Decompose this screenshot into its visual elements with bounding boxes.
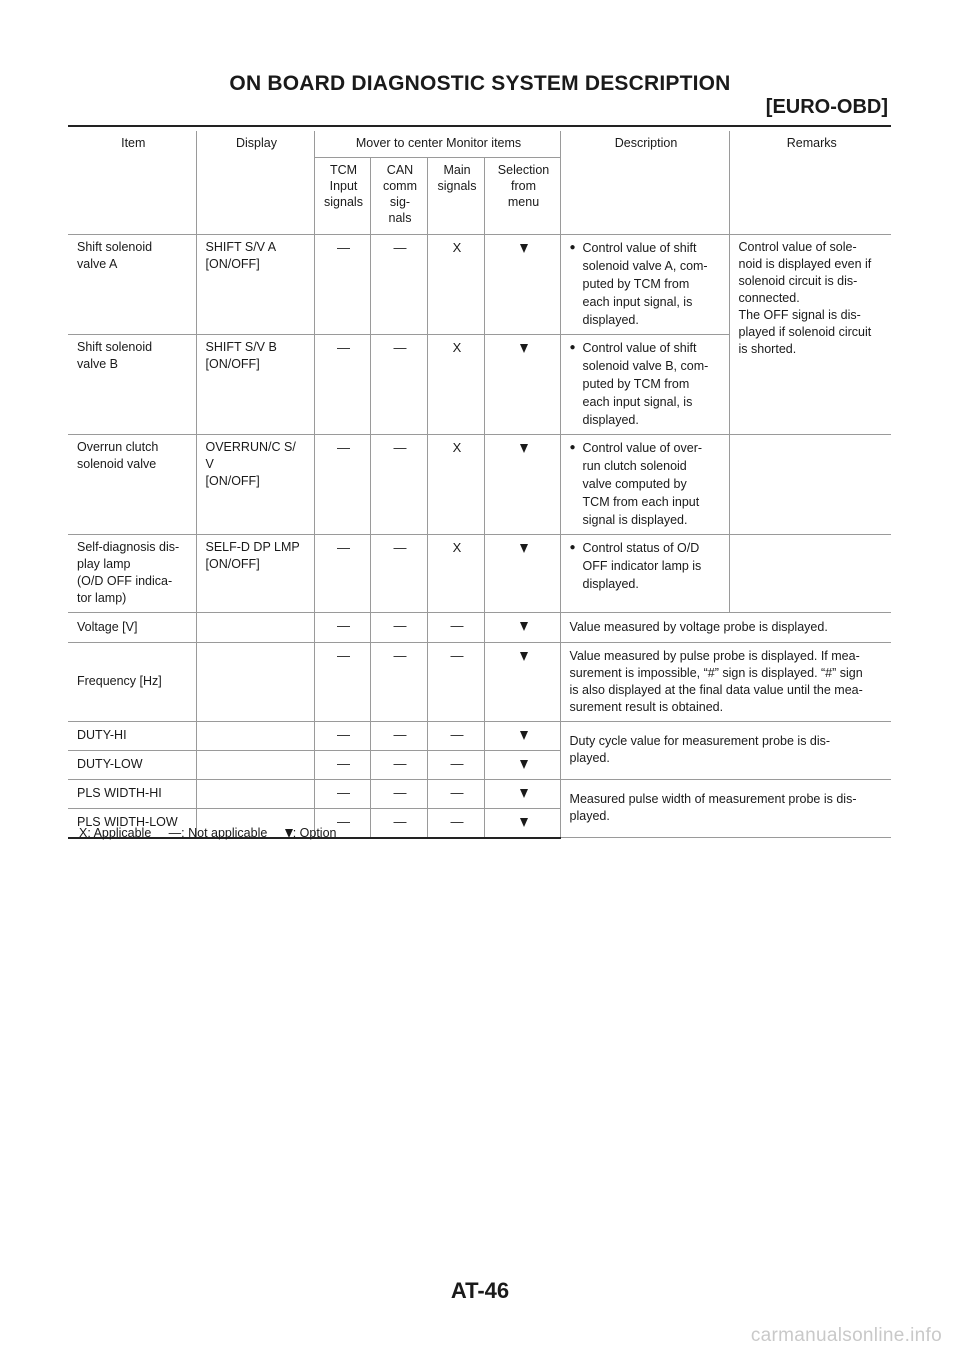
description-cell: Measured pulse width of measurement probe is dis- played. <box>560 780 891 838</box>
remarks-cell <box>729 535 891 613</box>
tcm-cell: — <box>314 780 370 809</box>
selection-cell <box>484 235 560 335</box>
main-cell: — <box>427 643 484 722</box>
selection-cell <box>484 722 560 751</box>
main-cell: X <box>427 335 484 435</box>
description-cell: ● Control value of over- run clutch solenoid valve computed by TCM from each input signal is displayed. <box>560 435 729 535</box>
option-triangle-icon <box>520 789 528 798</box>
can-cell: — <box>370 235 427 335</box>
item-cell: Shift solenoid valve B <box>68 335 196 435</box>
display-cell <box>196 751 314 780</box>
item-cell: Self-diagnosis dis- play lamp (O/D OFF indica- tor lamp) <box>68 535 196 613</box>
main-cell: X <box>427 435 484 535</box>
table-row <box>68 535 891 613</box>
description-cell: Duty cycle value for measurement probe is dis- played. <box>560 722 891 780</box>
tcm-cell: — <box>314 335 370 435</box>
item-cell: Frequency [Hz] <box>68 643 196 722</box>
bullet-icon: ● <box>569 442 576 453</box>
remarks-cell <box>729 435 891 535</box>
selection-cell <box>484 809 560 838</box>
main-cell: — <box>427 751 484 780</box>
display-cell <box>196 722 314 751</box>
selection-cell <box>484 613 560 643</box>
col-header-item: Item <box>68 131 196 235</box>
table-legend <box>79 826 336 840</box>
display-cell: SHIFT S/V B [ON/OFF] <box>196 335 314 435</box>
monitor-items-table <box>68 131 891 839</box>
description-cell: Value measured by voltage probe is displayed. <box>560 613 891 643</box>
option-triangle-icon <box>520 344 528 353</box>
can-cell: — <box>370 613 427 643</box>
tcm-cell: — <box>314 643 370 722</box>
tcm-cell: — <box>314 535 370 613</box>
option-triangle-icon <box>520 760 528 769</box>
page-title: ON BOARD DIAGNOSTIC SYSTEM DESCRIPTION <box>229 72 731 95</box>
table-row <box>68 435 891 535</box>
option-triangle-icon <box>520 544 528 553</box>
tcm-cell: — <box>314 751 370 780</box>
option-triangle-icon <box>520 444 528 453</box>
item-cell: PLS WIDTH-HI <box>68 780 196 809</box>
can-cell: — <box>370 809 427 838</box>
option-triangle-icon <box>520 652 528 661</box>
tcm-cell: — <box>314 235 370 335</box>
main-cell: X <box>427 235 484 335</box>
option-triangle-icon <box>520 622 528 631</box>
tcm-cell: — <box>314 809 370 838</box>
col-header-remarks: Remarks <box>729 131 891 235</box>
page-number: AT-46 <box>450 1278 510 1303</box>
col-header-can: CAN comm sig- nals <box>370 158 427 235</box>
main-cell: — <box>427 780 484 809</box>
bullet-icon: ● <box>569 542 576 553</box>
display-cell <box>196 780 314 809</box>
can-cell: — <box>370 335 427 435</box>
tcm-cell: — <box>314 722 370 751</box>
selection-cell <box>484 435 560 535</box>
header-rule <box>68 125 891 127</box>
can-cell: — <box>370 722 427 751</box>
col-header-group: Mover to center Monitor items <box>314 131 560 158</box>
selection-cell <box>484 780 560 809</box>
item-cell: DUTY-HI <box>68 722 196 751</box>
description-cell: ● Control status of O/D OFF indicator lamp is displayed. <box>560 535 729 613</box>
item-cell: PLS WIDTH-LOW <box>68 809 196 838</box>
selection-cell <box>484 535 560 613</box>
selection-cell <box>484 335 560 435</box>
watermark: carmanualsonline.info <box>750 1325 942 1346</box>
main-cell: X <box>427 535 484 613</box>
table-row <box>68 780 891 809</box>
bullet-icon: ● <box>569 242 576 253</box>
item-cell: Voltage [V] <box>68 613 196 643</box>
display-cell: SELF-D DP LMP [ON/OFF] <box>196 535 314 613</box>
selection-cell <box>484 751 560 780</box>
main-cell: — <box>427 809 484 838</box>
display-cell: SHIFT S/V A [ON/OFF] <box>196 235 314 335</box>
table-row <box>68 722 891 751</box>
table-row <box>68 643 891 722</box>
main-cell: — <box>427 613 484 643</box>
item-cell: DUTY-LOW <box>68 751 196 780</box>
col-header-selection: Selection from menu <box>484 158 560 235</box>
option-triangle-icon <box>520 244 528 253</box>
table-row <box>68 613 891 643</box>
can-cell: — <box>370 535 427 613</box>
main-cell: — <box>427 722 484 751</box>
option-triangle-icon <box>285 829 293 838</box>
option-triangle-icon <box>520 731 528 740</box>
option-triangle-icon <box>520 818 528 827</box>
col-header-display: Display <box>196 131 314 235</box>
display-cell: OVERRUN/C S/ V [ON/OFF] <box>196 435 314 535</box>
item-cell: Overrun clutch solenoid valve <box>68 435 196 535</box>
display-cell <box>196 643 314 722</box>
description-cell: Value measured by pulse probe is displayed. If mea- surement is impossible, “#” sign is displayed. “#” sign is also displayed at the final data value until the mea- surement result is obtained. <box>560 643 891 722</box>
description-cell: ● Control value of shift solenoid valve A, com- puted by TCM from each input signal, is displayed. <box>560 235 729 335</box>
tcm-cell: — <box>314 435 370 535</box>
can-cell: — <box>370 780 427 809</box>
selection-cell <box>484 643 560 722</box>
display-cell <box>196 613 314 643</box>
remarks-cell: Control value of sole- noid is displayed even if solenoid circuit is dis- connected. The OFF signal is dis- played if solenoid circuit is shorted. <box>729 235 891 435</box>
col-header-main: Main signals <box>427 158 484 235</box>
can-cell: — <box>370 643 427 722</box>
section-label: [EURO-OBD] <box>765 96 888 118</box>
can-cell: — <box>370 751 427 780</box>
can-cell: — <box>370 435 427 535</box>
tcm-cell: — <box>314 613 370 643</box>
table-row <box>68 235 891 335</box>
col-header-description: Description <box>560 131 729 235</box>
col-header-tcm: TCM Input signals <box>314 158 370 235</box>
legend-option: : Option <box>292 826 337 840</box>
bullet-icon: ● <box>569 342 576 353</box>
legend-applicable: X: Applicable <box>79 826 152 840</box>
item-cell: Shift solenoid valve A <box>68 235 196 335</box>
legend-not-applicable: —: Not applicable <box>168 826 268 840</box>
description-cell: ● Control value of shift solenoid valve B, com- puted by TCM from each input signal, is displayed. <box>560 335 729 435</box>
